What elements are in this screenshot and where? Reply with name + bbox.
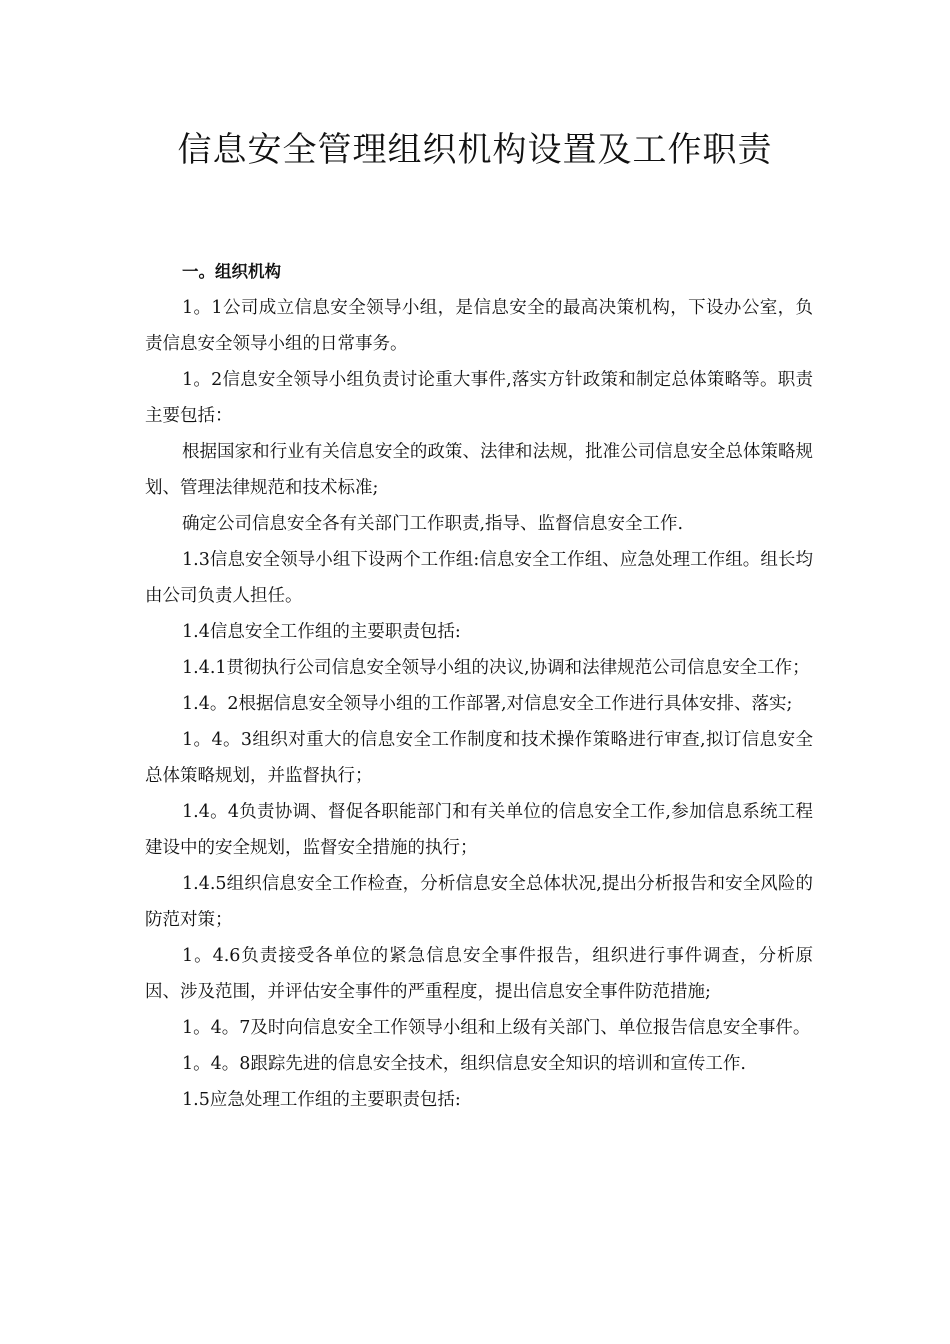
section-heading: 一。组织机构 (182, 262, 281, 281)
document-title: 信息安全管理组织机构设置及工作职责 (177, 130, 773, 170)
paragraph-1-4-3: 1。4。3组织对重大的信息安全工作制度和技术操作策略进行审查,拟订信息安全总体策略规划，并监督执行； (145, 730, 813, 786)
document-body (145, 254, 813, 1118)
paragraph-1-2: 1。2信息安全领导小组负责讨论重大事件,落实方针政策和制定总体策略等。职责主要包括： (145, 370, 813, 426)
paragraph-duty-define: 确定公司信息安全各有关部门工作职责,指导、监督信息安全工作. (182, 514, 684, 534)
paragraph-1-5: 1.5应急处理工作组的主要职责包括: (182, 1090, 461, 1110)
paragraph-1-4-7: 1。4。7及时向信息安全工作领导小组和上级有关部门、单位报告信息安全事件。 (182, 1018, 811, 1038)
paragraph-1-4-1: 1.4.1贯彻执行公司信息安全领导小组的决议,协调和法律规范公司信息安全工作； (182, 658, 810, 678)
paragraph-1-1: 1。1公司成立信息安全领导小组，是信息安全的最高决策机构，下设办公室，负责信息安全领导小组的日常事务。 (145, 298, 813, 354)
paragraph-1-4-8: 1。4。8跟踪先进的信息安全技术，组织信息安全知识的培训和宣传工作. (182, 1054, 746, 1074)
paragraph-1-4: 1.4信息安全工作组的主要职责包括: (182, 622, 461, 642)
paragraph-duty-approve: 根据国家和行业有关信息安全的政策、法律和法规，批准公司信息安全总体策略规划、管理法律规范和技术标准; (145, 442, 813, 498)
paragraph-1-4-5: 1.4.5组织信息安全工作检查，分析信息安全总体状况,提出分析报告和安全风险的防范对策； (145, 874, 813, 930)
paragraph-1-4-4: 1.4。4负责协调、督促各职能部门和有关单位的信息安全工作,参加信息系统工程建设中的安全规划，监督安全措施的执行； (145, 802, 813, 858)
paragraph-1-3: 1.3信息安全领导小组下设两个工作组:信息安全工作组、应急处理工作组。组长均由公司负责人担任。 (145, 550, 813, 606)
paragraph-1-4-2: 1.4。2根据信息安全领导小组的工作部署,对信息安全工作进行具体安排、落实; (182, 694, 793, 714)
paragraph-1-4-6: 1。4.6负责接受各单位的紧急信息安全事件报告，组织进行事件调查，分析原因、涉及范围，并评估安全事件的严重程度，提出信息安全事件防范措施; (145, 946, 813, 1002)
